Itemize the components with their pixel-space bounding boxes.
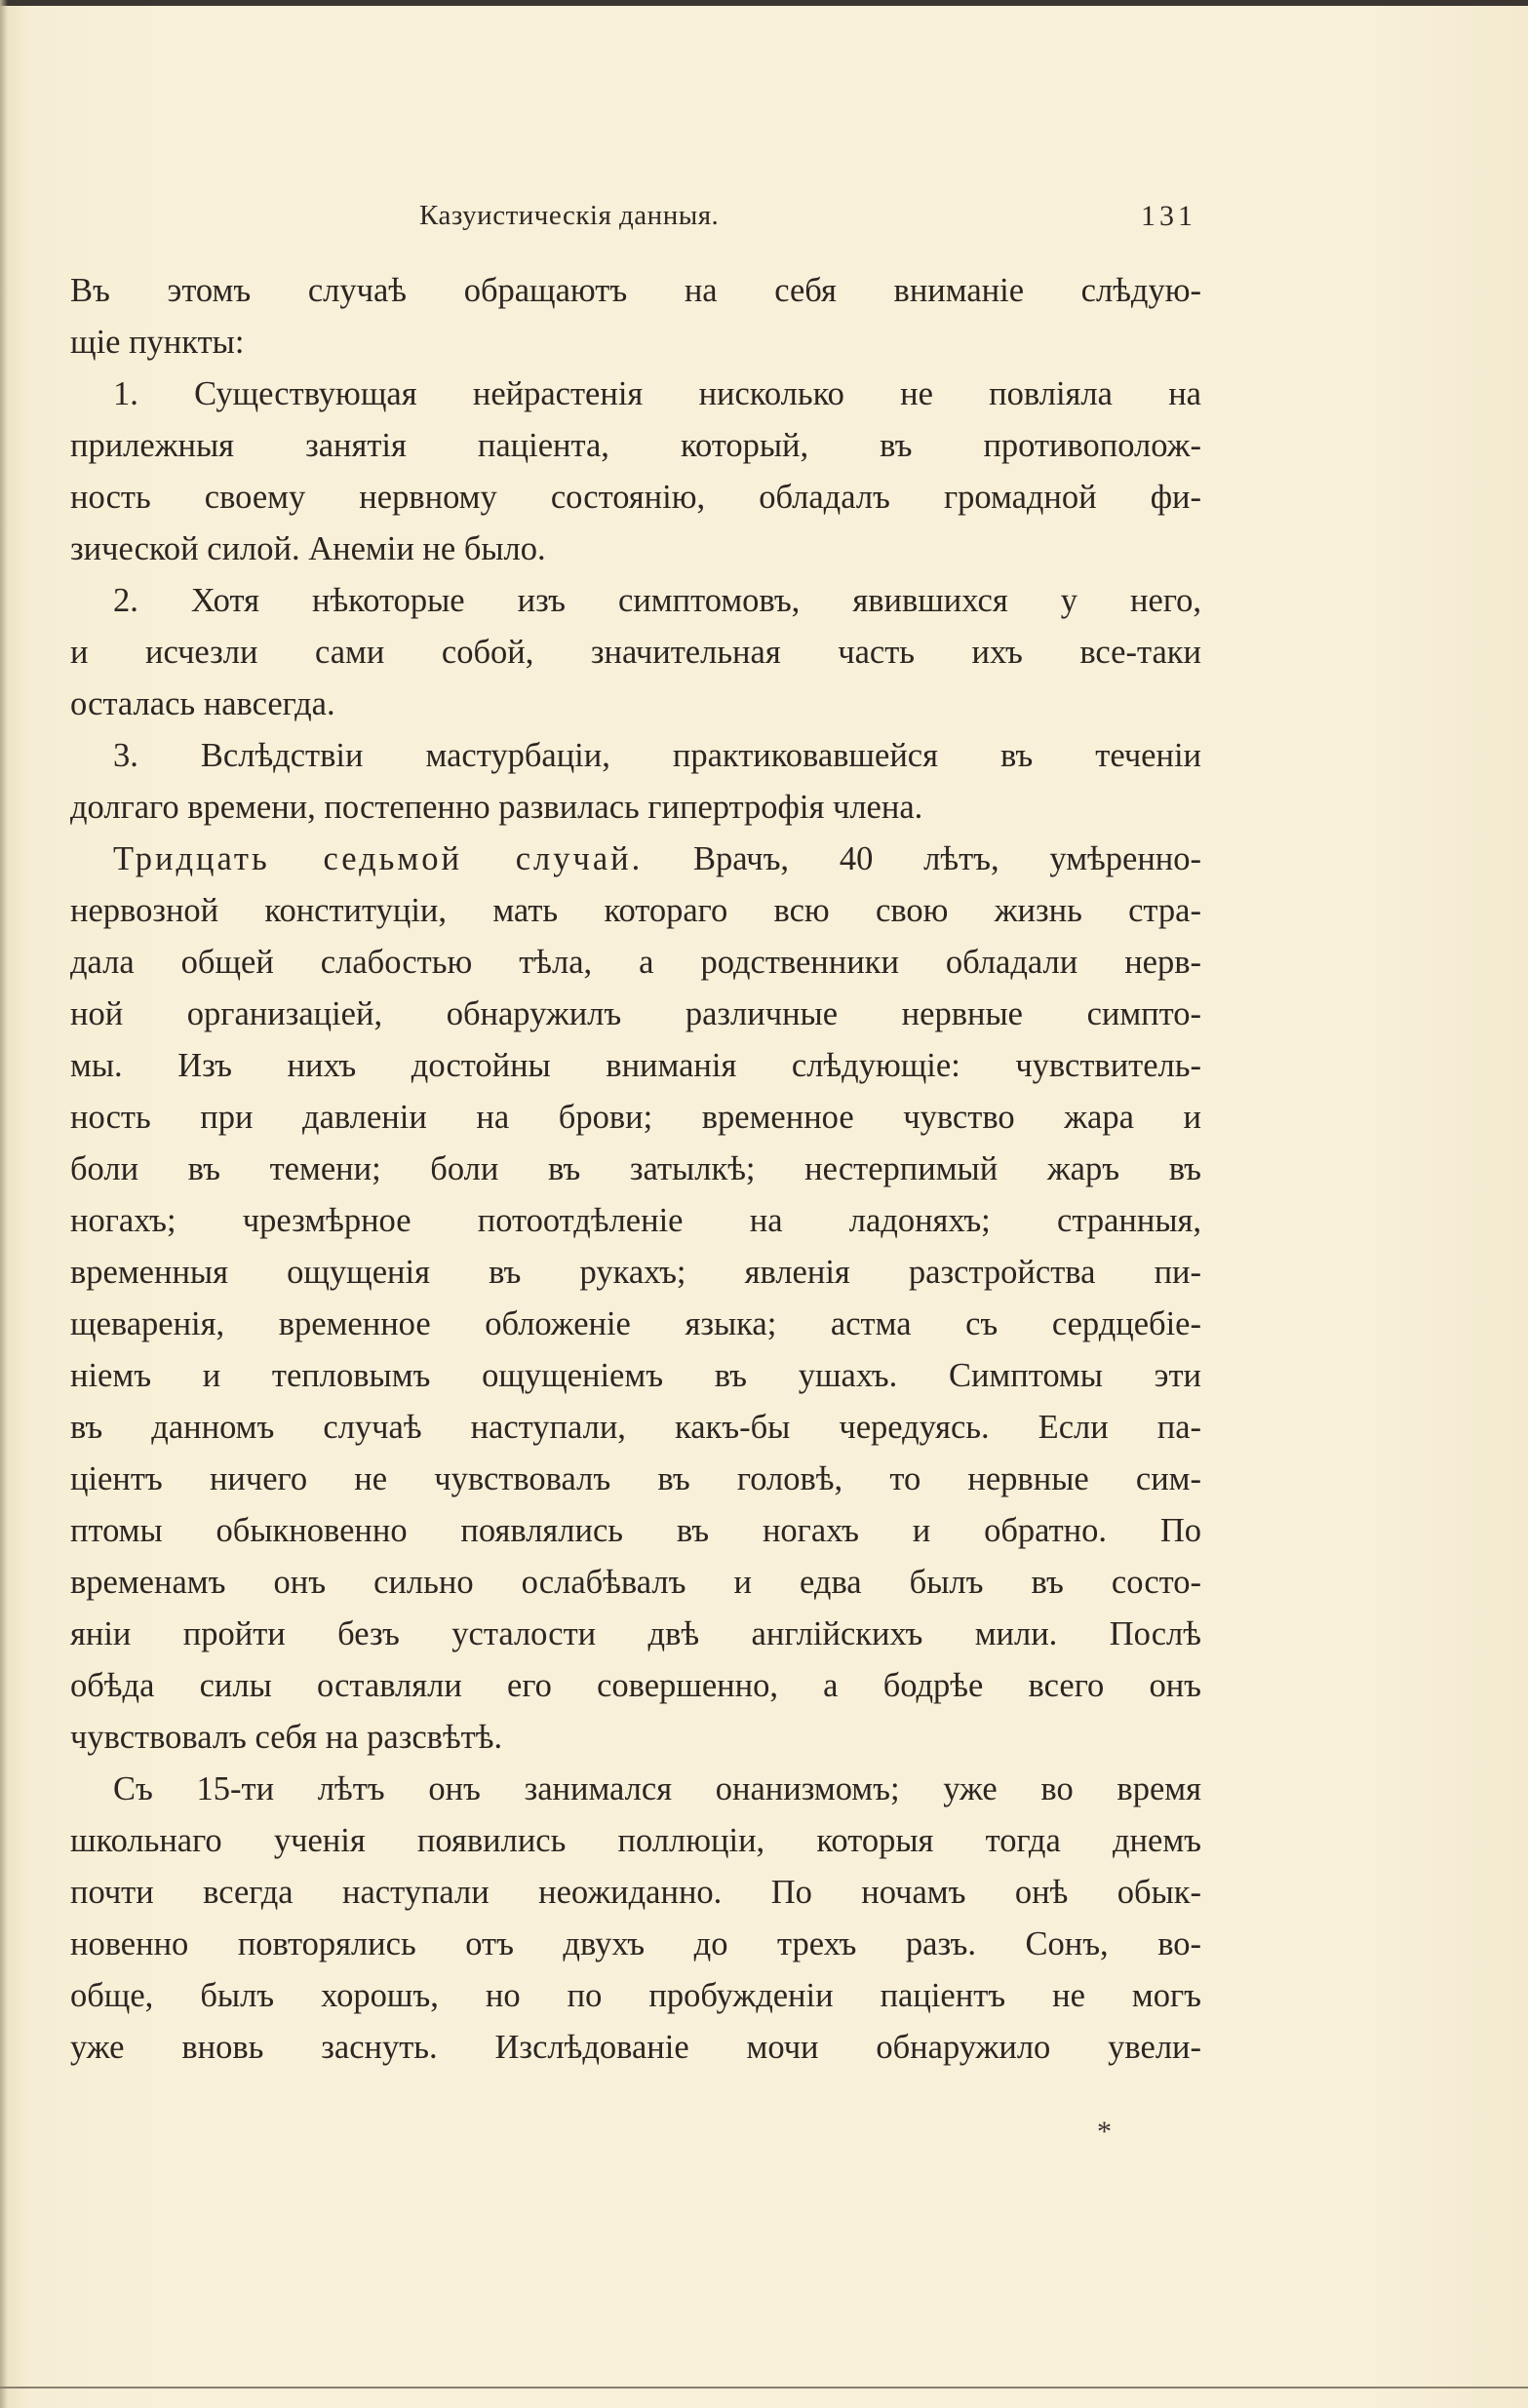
line-text: мы. Изъ нихъ достойны вниманія слѣдующіе: чувствитель- [70,1047,1201,1084]
text-line [70,575,1201,627]
line-text: почти всегда наступали неожиданно. По ночамъ онѣ обык- [70,1874,1201,1911]
line-text: въ данномъ случаѣ наступали, какъ-бы чередуясь. Если па- [70,1409,1201,1446]
line-text: яніи пройти безъ усталости двѣ англійскихъ мили. Послѣ [70,1615,1201,1652]
line-text: Въ этомъ случаѣ обращаютъ на себя вниманіе слѣдую- [70,272,1201,309]
text-line [70,1609,1201,1660]
text-line [70,1557,1201,1609]
line-text: ной организаціей, обнаружилъ различные нервные симпто- [70,995,1201,1032]
body-text [70,265,1201,2074]
text-line [70,1660,1201,1712]
line-text: ніемъ и тепловымъ ощущеніемъ въ ушахъ. Симптомы эти [70,1357,1201,1394]
line-text: школьнаго ученія появились поллюціи, которыя тогда днемъ [70,1822,1201,1859]
text-line [70,937,1201,989]
text-line [70,1299,1201,1350]
line-text: новенно повторялись отъ двухъ до трехъ разъ. Сонъ, во- [70,1925,1201,1962]
text-line [70,1454,1201,1505]
line-text: обѣда силы оставляли его совершенно, а бодрѣе всего онъ [70,1667,1201,1704]
signature-mark: * [1097,2116,1112,2148]
text-line [70,420,1201,472]
text-line [70,1764,1201,1815]
line-text: временныя ощущенія въ рукахъ; явленія разстройства пи- [70,1254,1201,1291]
line-text: зической силой. Анеміи не было. [70,530,546,567]
scan-bottom-edge [0,2387,1528,2389]
line-text: 1. Существующая нейрастенія нисколько не повліяла на [113,375,1201,412]
text-line [70,1195,1201,1247]
line-text: и исчезли сами собой, значительная часть ихъ все-таки [70,634,1201,671]
line-text: птомы обыкновенно появлялись въ ногахъ и обратно. По [70,1512,1201,1549]
line-text: 3. Вслѣдствіи мастурбаціи, практиковавшейся въ теченіи [113,737,1201,774]
running-head [0,200,1528,239]
line-text: Врачъ, 40 лѣтъ, умѣренно- [643,840,1201,877]
page-number: 131 [1141,200,1196,232]
line-text: обще, былъ хорошъ, но по пробужденіи паціентъ не могъ [70,1977,1201,2014]
text-line [70,472,1201,524]
line-text: нервозной конституціи, мать котораго всю свою жизнь стра- [70,892,1201,929]
text-line [70,1867,1201,1919]
line-text: 2. Хотя нѣкоторые изъ симптомовъ, явившихся у него, [113,582,1201,619]
text-line [70,2022,1201,2074]
text-line [70,265,1201,317]
text-line [70,1040,1201,1092]
line-text: боли въ темени; боли въ затылкѣ; нестерпимый жаръ въ [70,1150,1201,1187]
line-text: долгаго времени, постепенно развилась гипертрофія члена. [70,789,923,826]
line-text: чувствовалъ себя на разсвѣтѣ. [70,1719,503,1756]
scan-top-edge [0,0,1528,6]
line-text: ность при давленіи на брови; временное чувство жара и [70,1099,1201,1136]
text-line [70,1919,1201,1970]
text-line [70,1815,1201,1867]
text-line [70,627,1201,679]
text-line [70,885,1201,937]
text-line [70,989,1201,1040]
text-line [70,1712,1201,1764]
line-text: Съ 15-ти лѣтъ онъ занимался онанизмомъ; уже во время [113,1770,1201,1807]
line-text: ность своему нервному состоянію, обладалъ громадной фи- [70,479,1201,516]
text-line [70,1247,1201,1299]
running-title: Казуистическія данныя. [419,200,720,231]
text-line [70,730,1201,782]
text-line [70,1350,1201,1402]
line-text: щіе пункты: [70,324,245,361]
text-line [70,834,1201,885]
text-line [70,1092,1201,1144]
text-line [70,1505,1201,1557]
text-line [70,1144,1201,1195]
text-line [70,317,1201,369]
line-text: дала общей слабостью тѣла, а родственники обладали нерв- [70,944,1201,981]
line-text: щеваренія, временное обложеніе языка; астма съ сердцебіе- [70,1305,1201,1342]
scan-left-edge [0,0,8,2408]
text-line [70,369,1201,420]
line-text: ціентъ ничего не чувствовалъ въ головѣ, то нервные сим- [70,1460,1201,1497]
line-text: ногахъ; чрезмѣрное потоотдѣленіе на ладоняхъ; странныя, [70,1202,1201,1239]
text-line [70,782,1201,834]
line-text: осталась навсегда. [70,685,335,722]
text-line [70,524,1201,575]
text-line [70,1402,1201,1454]
text-line [70,679,1201,730]
line-text: уже вновь заснуть. Изслѣдованіе мочи обнаружило увели- [70,2029,1201,2066]
line-text: прилежныя занятія паціента, который, въ противополож- [70,427,1201,464]
case-heading: Тридцать седьмой случай. [113,840,644,877]
text-line [70,1970,1201,2022]
line-text: временамъ онъ сильно ослабѣвалъ и едва былъ въ состо- [70,1564,1201,1601]
